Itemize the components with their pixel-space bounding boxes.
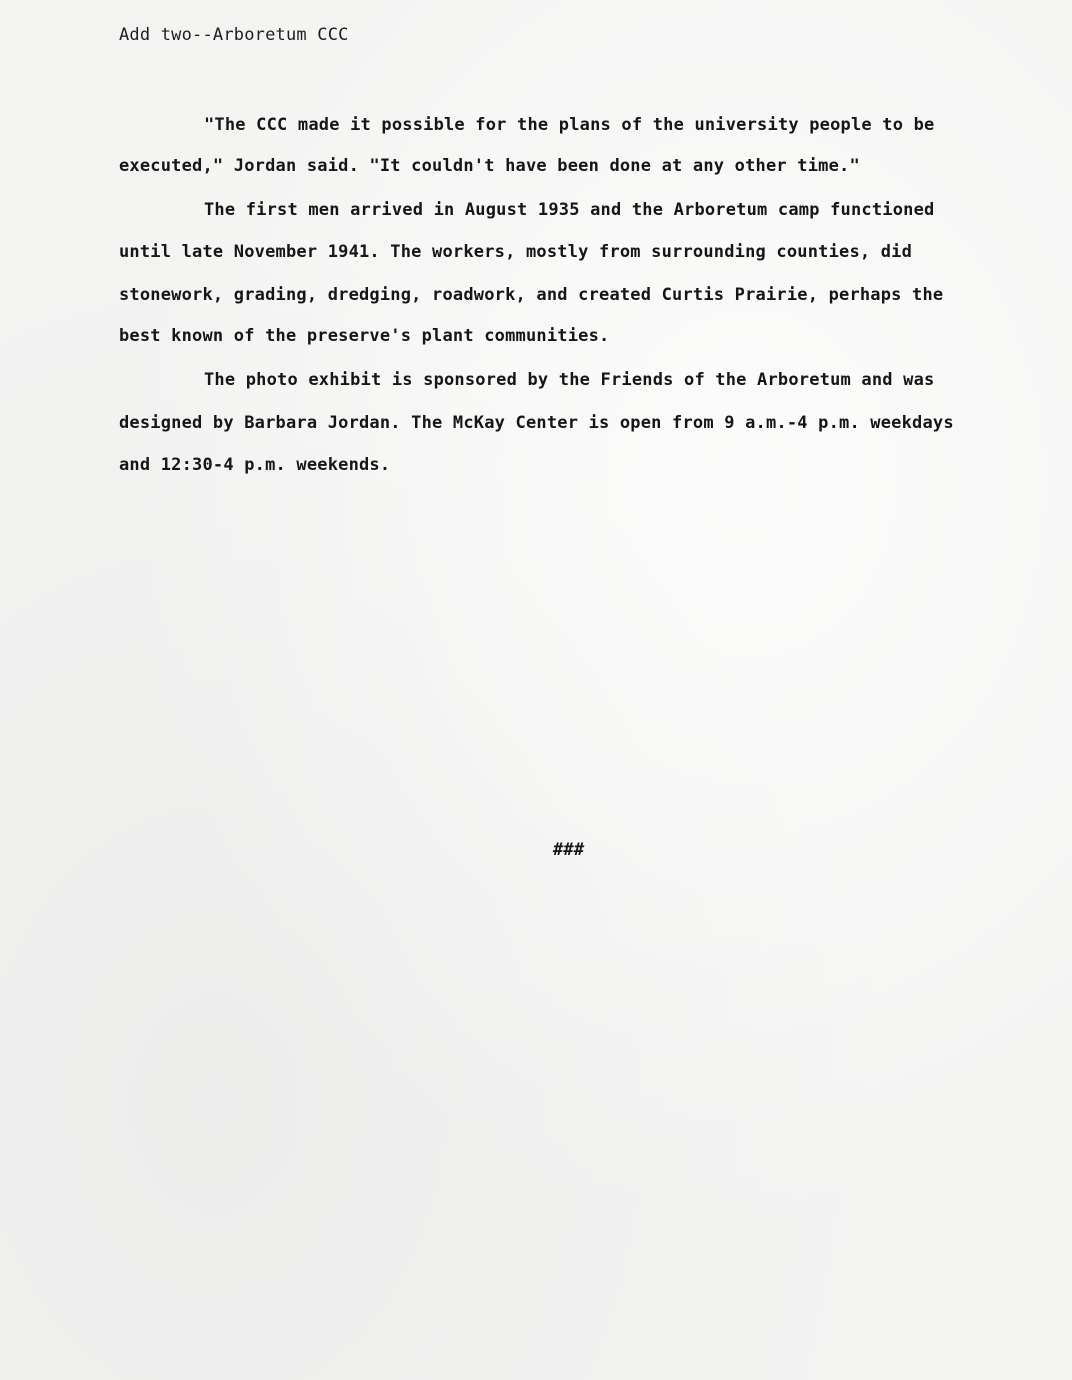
paragraph-2-line-2: until late November 1941. The workers, mostly from surrounding counties, did — [119, 242, 913, 262]
paragraph-2-line-1: The first men arrived in August 1935 and the Arboretum camp functioned — [204, 200, 935, 220]
paragraph-3-line-3: and 12:30-4 p.m. weekends. — [119, 455, 391, 475]
paragraph-2-line-4: best known of the preserve's plant communities. — [119, 326, 610, 346]
paragraph-3-line-2: designed by Barbara Jordan. The McKay Center is open from 9 a.m.-4 p.m. weekdays — [119, 413, 954, 433]
page-slug-heading: Add two--Arboretum CCC — [119, 25, 349, 45]
paragraph-1-line-2: executed," Jordan said. "It couldn't have been done at any other time." — [119, 156, 860, 176]
paragraph-3-line-1: The photo exhibit is sponsored by the Friends of the Arboretum and was — [204, 370, 935, 390]
paragraph-1-line-1: "The CCC made it possible for the plans of the university people to be — [204, 115, 935, 135]
end-mark: ### — [553, 840, 585, 860]
paragraph-2-line-3: stonework, grading, dredging, roadwork, and created Curtis Prairie, perhaps the — [119, 285, 944, 305]
